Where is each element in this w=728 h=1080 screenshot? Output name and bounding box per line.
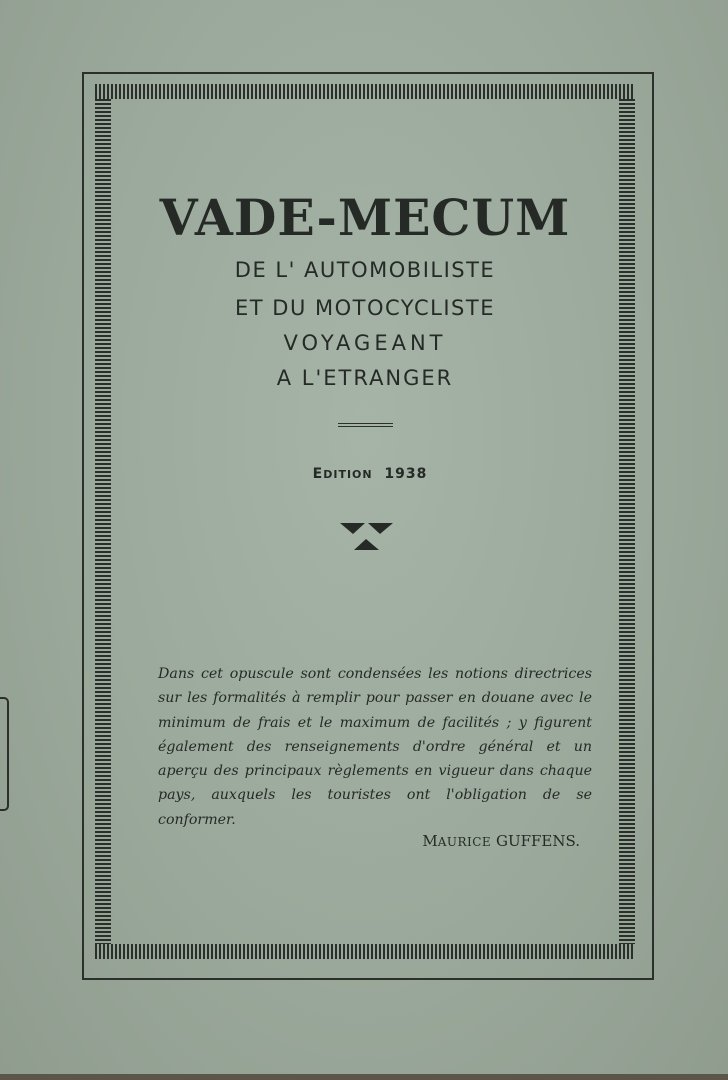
hatched-border-bottom bbox=[95, 944, 634, 959]
double-rule-divider bbox=[338, 426, 393, 427]
triangle-ornament-icon bbox=[338, 520, 396, 554]
cover-title: VADE-MECUM bbox=[159, 188, 571, 247]
double-rule-divider bbox=[338, 423, 393, 424]
hatched-border-right bbox=[619, 99, 635, 944]
cover-description: Dans cet opuscule sont condensées les notions directrices sur les formalités à remplir pour passer en douane avec le minimum de frais et le maximum de facilités ; y figurent également des renseignements d'ordre général et un aperçu des principaux règlements en vigueur dans chaque pays, auxquels les touristes ont l'obligation de se conformer. bbox=[158, 666, 592, 828]
hatched-border-left bbox=[95, 99, 111, 944]
subtitle-line-2: ET DU MOTOCYCLISTE bbox=[235, 296, 495, 320]
edition-word-rest: DITION bbox=[323, 468, 373, 481]
author-last-name: GUFFENS. bbox=[495, 832, 580, 850]
staple bbox=[0, 697, 9, 811]
subtitle-line-3: VOYAGEANT bbox=[283, 331, 447, 355]
author-first-rest: AURICE bbox=[437, 835, 492, 849]
edition-word-initial: E bbox=[312, 466, 324, 482]
author-name bbox=[390, 832, 580, 850]
hatched-border-top bbox=[95, 84, 634, 99]
edition-label bbox=[280, 466, 460, 482]
edition-year: 1938 bbox=[384, 466, 428, 482]
subtitle-line-1: DE L' AUTOMOBILISTE bbox=[234, 258, 496, 282]
subtitle-line-4: A L'ETRANGER bbox=[276, 366, 454, 390]
author-first-initial: M bbox=[422, 832, 438, 850]
page-bottom-edge bbox=[0, 1074, 728, 1080]
